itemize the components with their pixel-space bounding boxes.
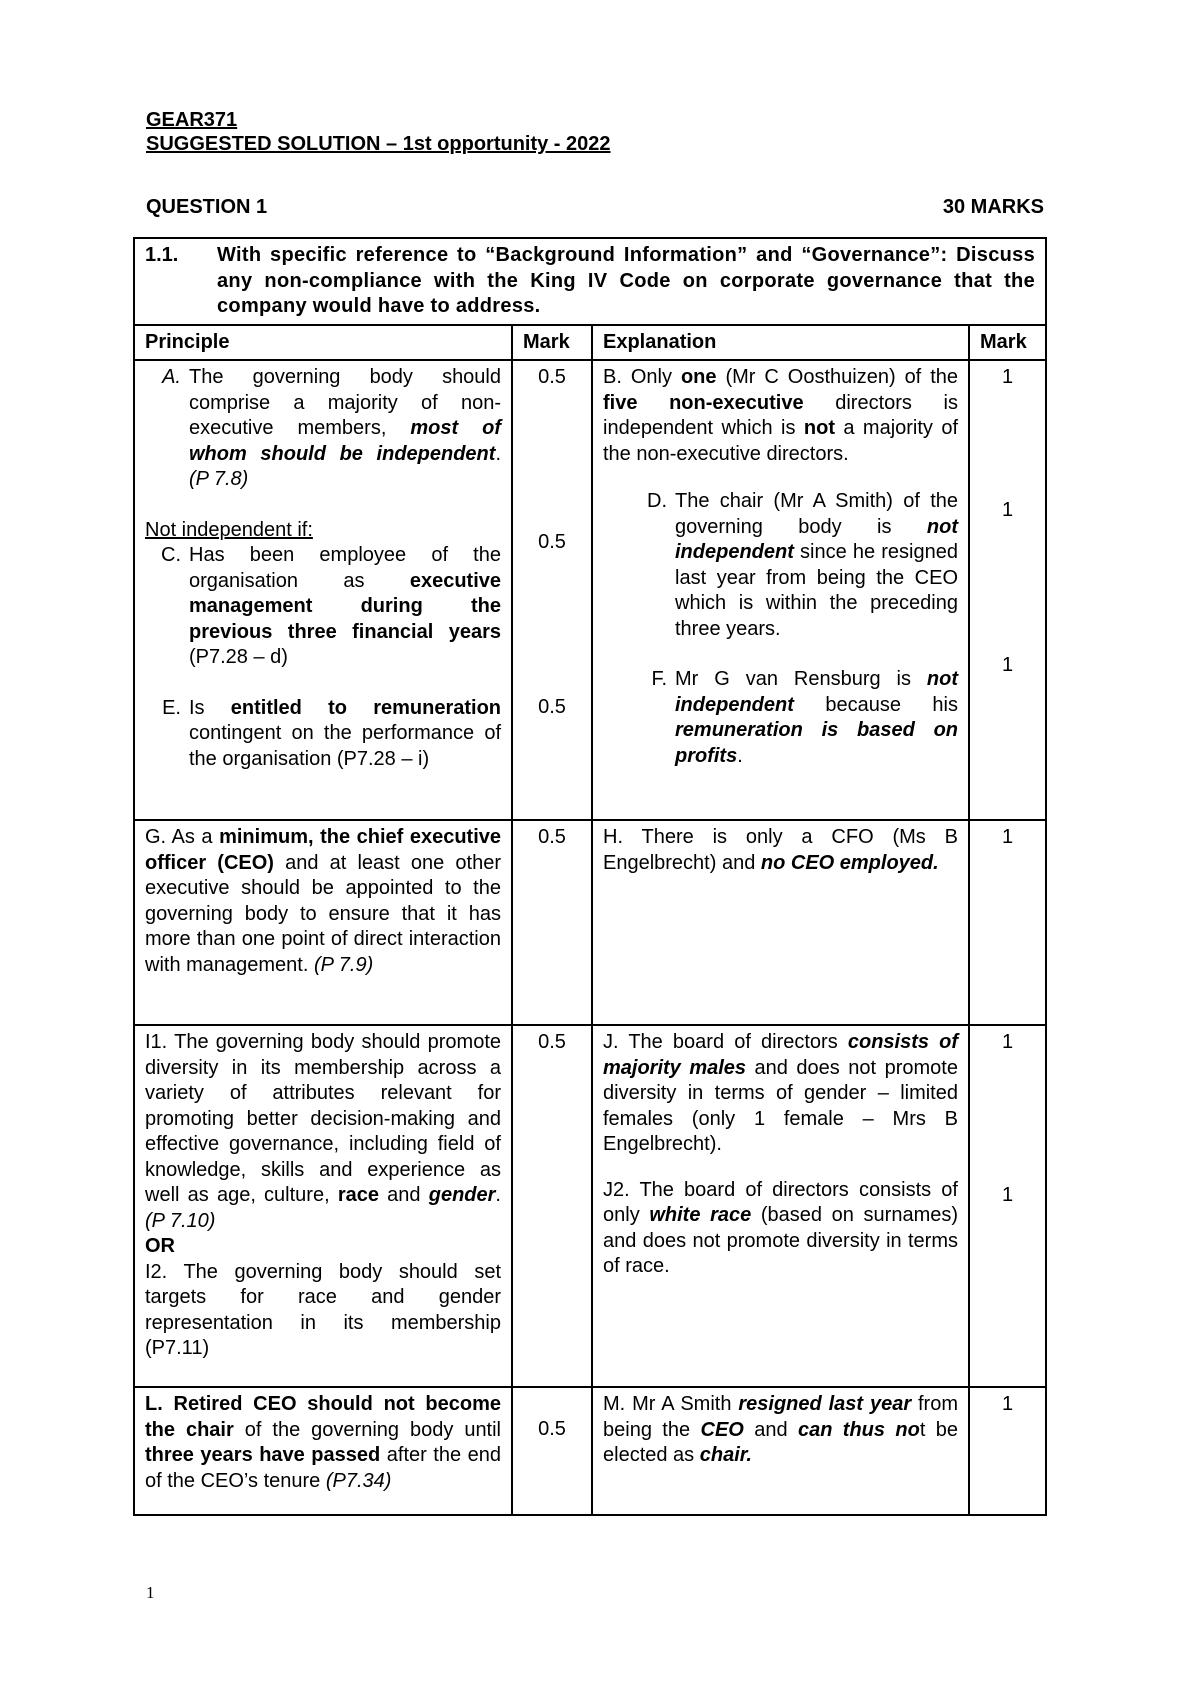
text: of the governing body until <box>244 1418 502 1441</box>
text-emphasis: three years have passed <box>145 1444 381 1466</box>
mark-d: 1 <box>1001 498 1014 521</box>
text-emphasis: can thus no <box>797 1418 920 1441</box>
text: because his <box>825 693 958 716</box>
text: The governing body should comprise a majority of non-executive members, <box>189 366 501 439</box>
explanation-cell <box>592 820 969 1025</box>
text: . <box>495 442 501 465</box>
text: since he resigned last year from being the CEO which is within the preceding three years. <box>675 541 958 640</box>
question-cell <box>134 238 1046 325</box>
solution-table <box>133 237 1047 1516</box>
text: Mr G van Rensburg is <box>675 668 911 690</box>
mark-e: 0.5 <box>538 696 566 718</box>
text: and does not promote diversity in terms of gender – limited females (only 1 female – Mrs B Engelbrecht). <box>603 1056 958 1155</box>
text-emphasis: entitled to remuneration <box>230 696 501 719</box>
text: from being the <box>603 1393 958 1441</box>
text: and <box>754 1418 788 1441</box>
text: J2. The board of directors consists of only <box>603 1178 958 1226</box>
mark-cell: 1 <box>969 1387 1046 1515</box>
item-label: F. <box>651 668 667 690</box>
text-emphasis: race <box>337 1184 379 1206</box>
text-emphasis: remuneration is based on profits <box>675 719 958 767</box>
column-header-row <box>134 325 1046 361</box>
text: J. The board of directors <box>603 1031 838 1053</box>
principle-a <box>145 365 501 493</box>
question-text: With specific reference to “Background Information” and “Governance”: Discuss any non-compliance with the King IV Code on corporate governance that the company would have to address. <box>217 244 1035 317</box>
text: . <box>495 1184 501 1206</box>
explanation-cell <box>592 1387 969 1515</box>
reference: (P 7.9) <box>313 953 374 976</box>
course-code: GEAR371 <box>146 109 238 131</box>
item-label: A. <box>162 366 181 388</box>
text: B. Only <box>603 366 672 388</box>
text-emphasis: not <box>803 417 835 439</box>
principle-cell <box>134 360 512 820</box>
col-mark-2: Mark <box>969 325 1046 361</box>
principle-c <box>145 543 501 671</box>
text: Has been employee of the organisation as <box>189 544 501 592</box>
principle-e <box>145 696 501 773</box>
item-label: E. <box>162 696 181 719</box>
question-number: 1.1. <box>145 244 179 266</box>
principle-cell <box>134 1387 512 1515</box>
text: contingent on the performance of the organisation (P7.28 – i) <box>189 722 501 770</box>
table-row <box>134 1387 1046 1515</box>
text: a majority of the non-executive directors. <box>603 417 958 465</box>
mark-l: 0.5 <box>538 1418 566 1440</box>
text-emphasis: chair. <box>699 1444 752 1466</box>
table-row <box>134 820 1046 1025</box>
text-emphasis: one <box>680 366 717 388</box>
text-emphasis: no CEO employed. <box>760 851 939 874</box>
table-row <box>134 1025 1046 1387</box>
or-label: OR <box>145 1235 175 1257</box>
mark-c: 0.5 <box>538 530 566 553</box>
text: M. Mr A Smith <box>603 1393 732 1415</box>
reference: (P 7.8) <box>189 468 249 490</box>
col-explanation: Explanation <box>592 325 969 361</box>
text-emphasis: white race <box>649 1204 752 1226</box>
mark-cell <box>969 360 1046 820</box>
question-label: QUESTION 1 <box>146 196 268 218</box>
mark-cell: 1 <box>969 820 1046 1025</box>
text-emphasis: minimum, the chief executive officer (CEO) <box>145 826 501 874</box>
item-label: C. <box>161 544 181 566</box>
explanation-f <box>603 667 958 769</box>
text: G. As a <box>145 826 213 848</box>
mark-cell: 0.5 <box>512 820 592 1025</box>
mark-cell: 0.5 <box>512 1025 592 1387</box>
text: The chair (Mr A Smith) of the governing body is <box>675 490 958 538</box>
col-mark-1: Mark <box>512 325 592 361</box>
text-emphasis: five non-executive <box>603 391 804 414</box>
not-independent-heading: Not independent if: <box>145 518 313 541</box>
text: directors is independent which is <box>603 391 958 439</box>
text: Is <box>189 696 205 719</box>
mark-j2: 1 <box>1001 1183 1014 1206</box>
reference: (P7.28 – d) <box>189 646 288 668</box>
explanation-d <box>603 489 958 642</box>
text-emphasis: executive management during the previous three financial years <box>189 569 501 643</box>
reference: (P7.34) <box>325 1469 392 1492</box>
text: t be elected as <box>603 1418 959 1466</box>
text: . <box>737 744 743 767</box>
table-row <box>134 360 1046 820</box>
text-emphasis: consists of majority males <box>603 1031 959 1079</box>
text: and <box>387 1184 421 1206</box>
reference: (P 7.10) <box>145 1209 216 1232</box>
text: (Mr C Oosthuizen) of the <box>725 366 958 388</box>
page-number: 1 <box>146 1583 155 1602</box>
mark-f: 1 <box>1001 654 1014 676</box>
explanation-cell <box>592 1025 969 1387</box>
text: I1. The governing body should promote diversity in its membership across a variety of attributes relevant for promoting better decision-making and effective governance, including field of knowledge, skills and experience as well as age, culture, <box>145 1031 501 1206</box>
text-emphasis: gender <box>428 1184 496 1206</box>
col-principle: Principle <box>134 325 512 361</box>
text: after the end of the CEO’s tenure <box>145 1444 501 1492</box>
mark-j: 1 <box>1001 1031 1014 1053</box>
text: and at least one other executive should be appointed to the governing body to ensure that it has more than one point of direct interaction with management. <box>145 851 502 976</box>
mark-cell <box>969 1025 1046 1387</box>
item-label: D. <box>647 490 667 512</box>
text-emphasis: not independent <box>675 668 959 716</box>
explanation-cell <box>592 360 969 820</box>
question-marks: 30 MARKS <box>942 196 1044 218</box>
principle-cell <box>134 1025 512 1387</box>
text-emphasis: most of whom should be independent <box>189 417 501 465</box>
principle-cell <box>134 820 512 1025</box>
text-emphasis: CEO <box>700 1418 744 1441</box>
text: (based on surnames) and does not promote diversity in terms of race. <box>603 1204 959 1277</box>
mark-cell <box>512 360 592 820</box>
mark-b: 1 <box>1001 366 1014 388</box>
document-subtitle: SUGGESTED SOLUTION – 1st opportunity - 2022 <box>146 133 611 155</box>
mark-cell <box>512 1387 592 1515</box>
text-emphasis: L. Retired CEO should not become the chair <box>145 1393 501 1441</box>
text-emphasis: resigned last year <box>738 1393 912 1415</box>
mark-a: 0.5 <box>538 366 566 388</box>
explanation-b <box>603 365 958 467</box>
text: H. There is only a CFO (Ms B Engelbrecht) and <box>603 826 958 874</box>
text-emphasis: not independent <box>675 515 958 563</box>
text: I2. The governing body should set targets for race and gender representation in its membership (P7.11) <box>145 1260 501 1359</box>
question-heading <box>146 196 1044 219</box>
